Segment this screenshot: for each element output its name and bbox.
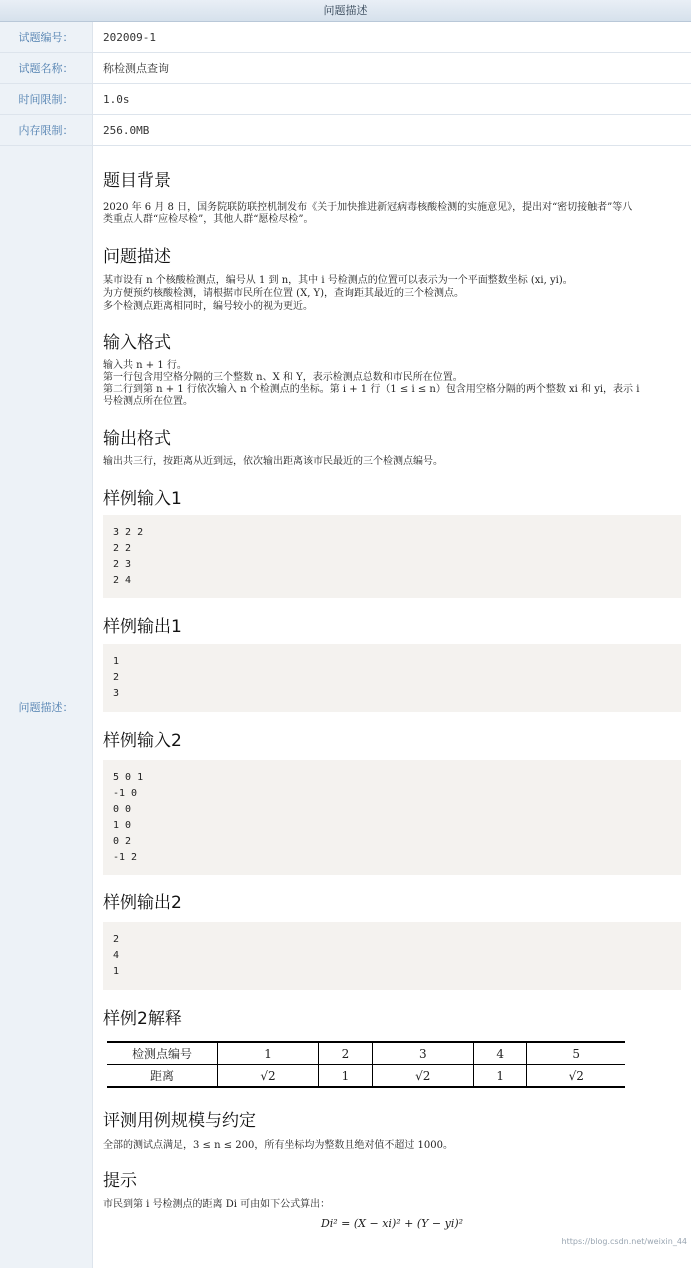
problem-text: 某市设有 n 个核酸检测点，编号从 1 到 n，其中 i 号检测点的位置可以表示为一个平面整数坐标 (xi, yi)。 bbox=[103, 275, 573, 286]
input-text: 第二行到第 n + 1 行依次输入 n 个检测点的坐标。第 i + 1 行（1 ≤ i ≤ n）包含用空格分隔的两个整数 xi 和 yi，表示 i bbox=[103, 384, 640, 395]
problem-text: 为方便预约核酸检测，请根据市民所在位置 (X, Y)，查询距其最近的三个检测点。 bbox=[103, 288, 465, 299]
table-cell: 3 bbox=[372, 1042, 473, 1065]
input-text: 输入共 n + 1 行。 bbox=[103, 360, 187, 371]
table-cell: 距离 bbox=[149, 1069, 174, 1083]
section-title-sample-input-1: 样例输入1 bbox=[103, 489, 182, 509]
problem-header: 问题描述 bbox=[0, 0, 691, 22]
section-title-input: 输入格式 bbox=[103, 333, 171, 353]
sample-input-2: 5 0 1 -1 0 0 0 1 0 0 2 -1 2 bbox=[103, 760, 681, 875]
sample-output-2: 2 4 1 bbox=[103, 922, 681, 990]
background-text: 2020 年 6 月 8 日，国务院联防联控机制发布《关于加快推进新冠病毒核酸检测的实施意见》，提出对“密切接触者”等八 bbox=[103, 202, 633, 213]
table-cell: 1 bbox=[218, 1042, 319, 1065]
section-title-scale: 评测用例规模与约定 bbox=[103, 1111, 256, 1131]
info-row-id bbox=[0, 22, 691, 53]
info-value: 称检测点查询 bbox=[103, 62, 169, 75]
info-label: 内存限制： bbox=[0, 115, 93, 145]
info-label: 试题编号： bbox=[0, 22, 93, 52]
info-row-memory bbox=[0, 115, 691, 146]
sample-input-1: 3 2 2 2 2 2 3 2 4 bbox=[103, 515, 681, 598]
description-label: 问题描述： bbox=[0, 146, 93, 1268]
table-cell: √2 bbox=[527, 1065, 625, 1088]
sample-output-1: 1 2 3 bbox=[103, 644, 681, 712]
input-text: 号检测点所在位置。 bbox=[103, 396, 193, 407]
table-cell: 5 bbox=[527, 1042, 625, 1065]
output-text: 输出共三行，按距离从近到远，依次输出距离该市民最近的三个检测点编号。 bbox=[103, 456, 443, 467]
section-title-sample-output-1: 样例输出1 bbox=[103, 617, 182, 637]
table-cell: 1 bbox=[473, 1065, 527, 1088]
section-title-background: 题目背景 bbox=[103, 171, 171, 191]
problem-text: 多个检测点距离相同时，编号较小的视为更近。 bbox=[103, 301, 313, 312]
section-title-output: 输出格式 bbox=[103, 429, 171, 449]
table-row bbox=[107, 1065, 625, 1088]
section-title-explain: 样例2解释 bbox=[103, 1009, 182, 1029]
section-title-sample-input-2: 样例输入2 bbox=[103, 731, 182, 751]
table-row bbox=[107, 1042, 625, 1065]
hint-formula: Di² = (X − xi)² + (Y − yi)² bbox=[320, 1217, 464, 1230]
hint-text: 市民到第 i 号检测点的距离 Di 可由如下公式算出： bbox=[103, 1199, 331, 1210]
watermark: https://blog.csdn.net/weixin_44 bbox=[561, 1237, 687, 1246]
table-cell: 2 bbox=[319, 1042, 373, 1065]
description-content bbox=[93, 146, 691, 1268]
table-cell: 1 bbox=[319, 1065, 373, 1088]
scale-text: 全部的测试点满足，3 ≤ n ≤ 200，所有坐标均为整数且绝对值不超过 1000。 bbox=[103, 1140, 453, 1151]
info-value: 202009-1 bbox=[103, 30, 156, 44]
section-title-sample-output-2: 样例输出2 bbox=[103, 893, 182, 913]
table-cell: 检测点编号 bbox=[107, 1042, 218, 1065]
input-text: 第一行包含用空格分隔的三个整数 n、X 和 Y，表示检测点总数和市民所在位置。 bbox=[103, 372, 463, 383]
info-value: 256.0MB bbox=[103, 123, 150, 137]
info-row-name bbox=[0, 53, 691, 84]
table-cell: √2 bbox=[218, 1065, 319, 1088]
info-label: 时间限制： bbox=[0, 84, 93, 114]
explain-table-wrap bbox=[107, 1041, 681, 1088]
background-text: 类重点人群“应检尽检”，其他人群“愿检尽检”。 bbox=[103, 214, 314, 225]
table-cell: √2 bbox=[372, 1065, 473, 1088]
info-value: 1.0s bbox=[103, 92, 130, 106]
table-cell: 4 bbox=[473, 1042, 527, 1065]
description-row bbox=[0, 146, 691, 1268]
section-title-problem: 问题描述 bbox=[103, 247, 171, 267]
section-title-hint: 提示 bbox=[103, 1171, 137, 1191]
info-label: 试题名称： bbox=[0, 53, 93, 83]
explain-table bbox=[107, 1041, 625, 1088]
info-row-time bbox=[0, 84, 691, 115]
